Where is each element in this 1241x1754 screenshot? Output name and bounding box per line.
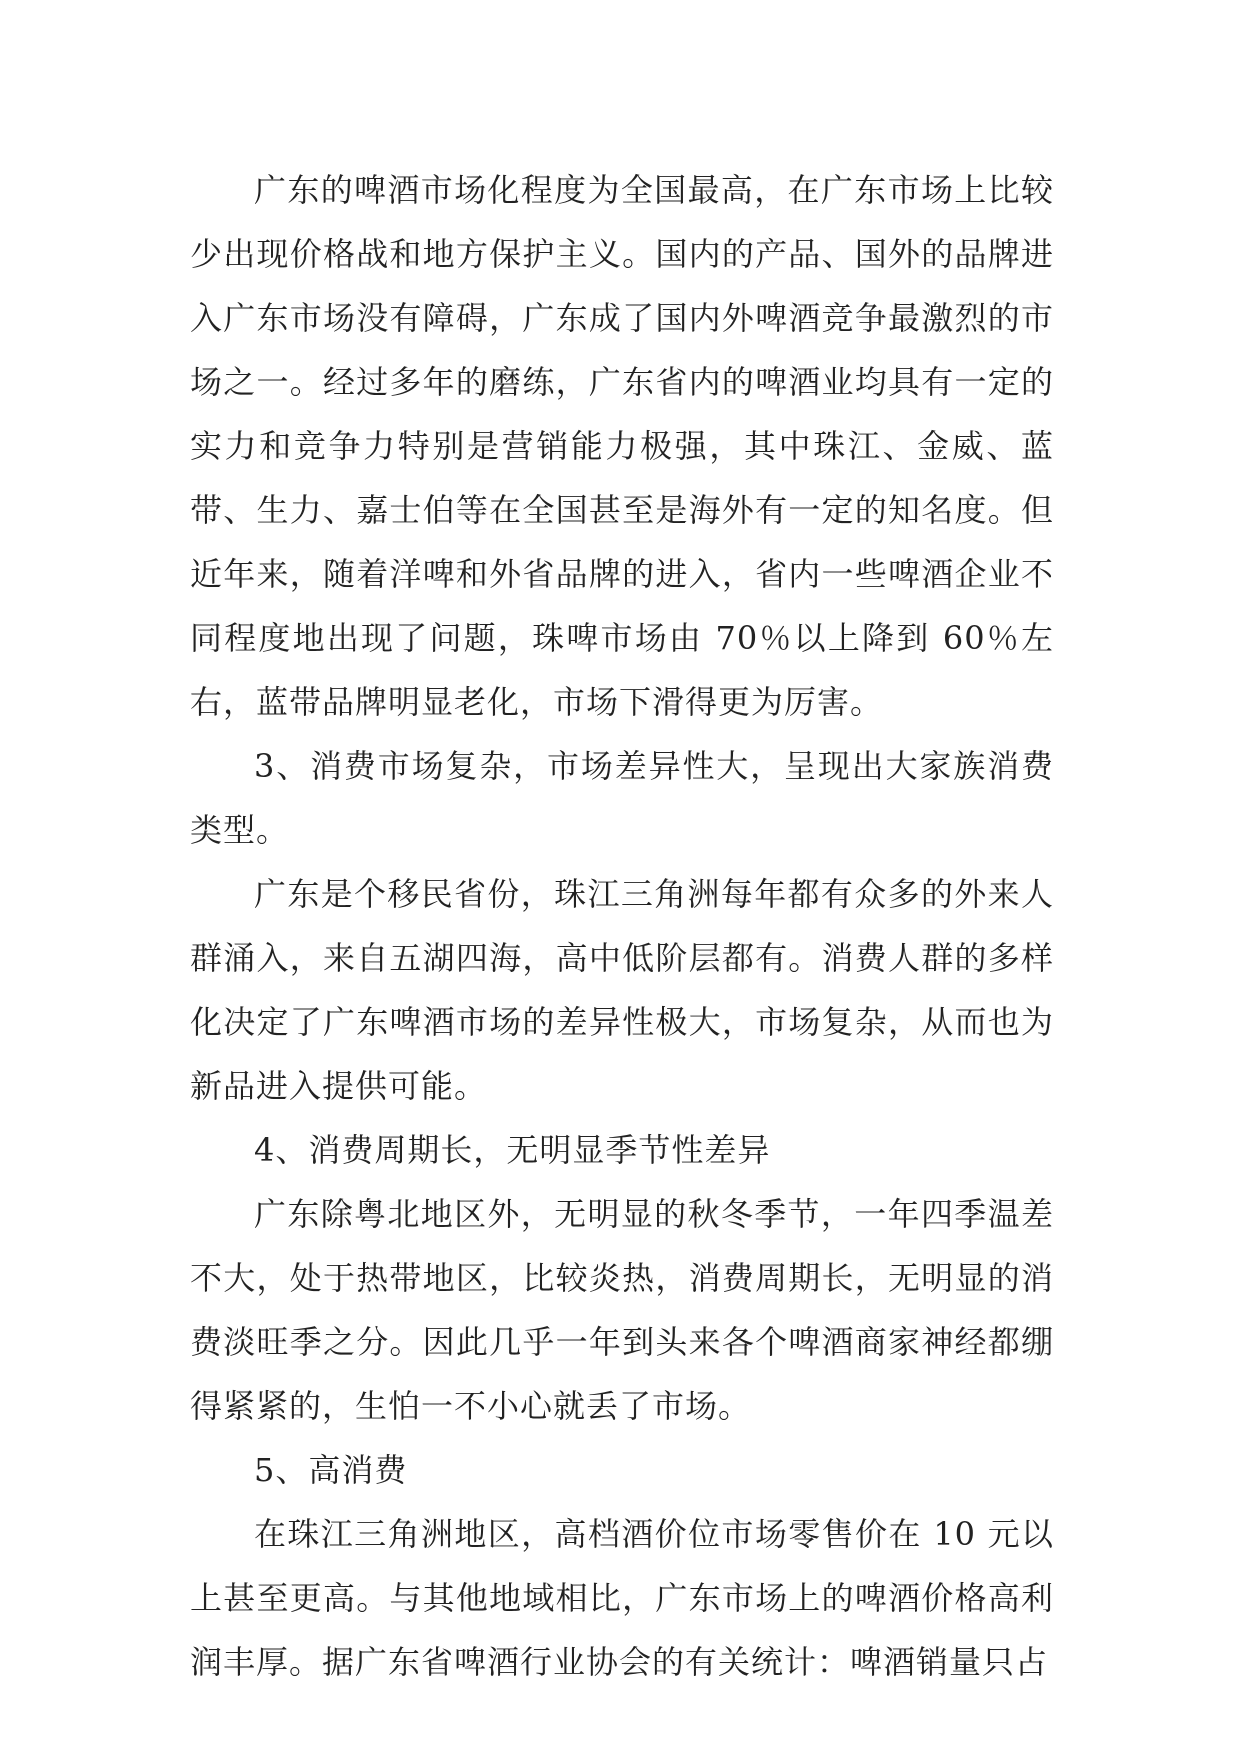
paragraph-consumption-cycle: 广东除粤北地区外，无明显的秋冬季节，一年四季温差不大，处于热带地区，比较炎热，消费周期长，无明显的消费淡旺季之分。因此几乎一年到头来各个啤酒商家神经都绷得紧紧的，生怕一不小心就丢了市场。: [190, 1195, 1054, 1425]
document-body: [190, 158, 1054, 1694]
paragraph-market-overview: 广东的啤酒市场化程度为全国最高，在广东市场上比较少出现价格战和地方保护主义。国内的产品、国外的品牌进入广东市场没有障碍，广东成了国内外啤酒竞争最激烈的市场之一。经过多年的磨练，广东省内的啤酒业均具有一定的实力和竞争力特别是营销能力极强，其中珠江、金威、蓝带、生力、嘉士伯等在全国甚至是海外有一定的知名度。但近年来，随着洋啤和外省品牌的进入，省内一些啤酒企业不同程度地出现了问题，珠啤市场由 70％以上降到 60％左右，蓝带品牌明显老化，市场下滑得更为厉害。: [190, 171, 1054, 721]
heading-item-3: 3、消费市场复杂，市场差异性大，呈现出大家族消费类型。: [190, 747, 1054, 849]
heading-item-5: 5、高消费: [254, 1451, 408, 1489]
paragraph-immigrant-province: 广东是个移民省份，珠江三角洲每年都有众多的外来人群涌入，来自五湖四海，高中低阶层都有。消费人群的多样化决定了广东啤酒市场的差异性极大，市场复杂，从而也为新品进入提供可能。: [190, 875, 1054, 1105]
heading-item-4: 4、消费周期长，无明显季节性差异: [254, 1131, 771, 1169]
paragraph-high-consumption: 在珠江三角洲地区，高档酒价位市场零售价在 10 元以上甚至更高。与其他地域相比，广东市场上的啤酒价格高利润丰厚。据广东省啤酒行业协会的有关统计：啤酒销量只占: [190, 1515, 1054, 1681]
